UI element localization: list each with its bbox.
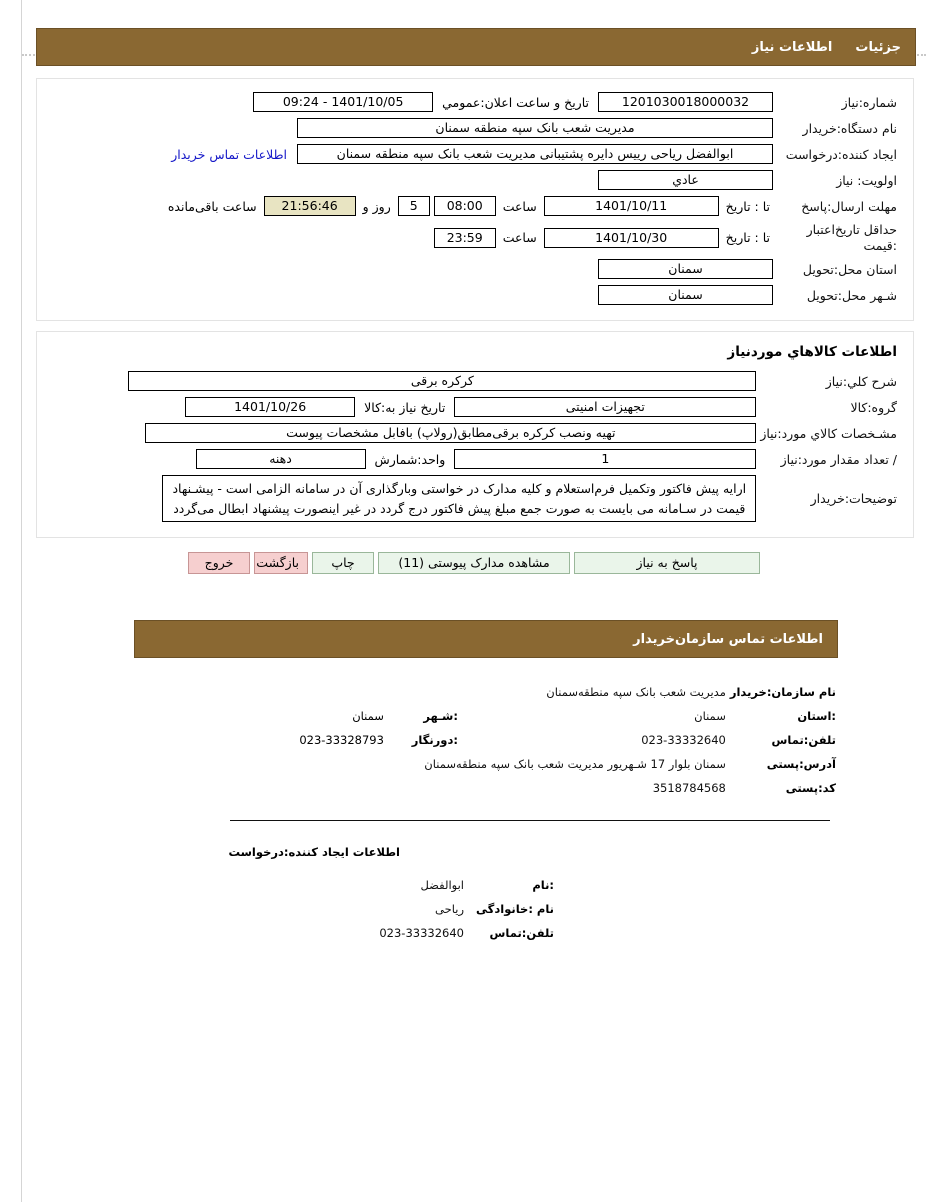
buyer-address-label: آدرس:پستی <box>766 757 836 771</box>
remaining-time-suffix: ساعت باقی‌مانده <box>167 198 257 214</box>
goods-need-date-value: 1401/10/26 <box>185 397 355 417</box>
priority-label: اولویت: نیاز <box>836 172 897 188</box>
row-creator <box>47 141 899 167</box>
print-button[interactable]: چاپ <box>312 552 374 574</box>
deadline-hour-label: ساعت <box>502 198 537 214</box>
row-province <box>47 256 899 282</box>
province-value: سمنان <box>598 259 773 279</box>
city-label: شـهر محل:تحویل <box>806 287 897 303</box>
row-deadline <box>47 193 899 219</box>
buyer-fax-value: 023-33328793 <box>299 733 384 747</box>
buyer-phone-label: تلفن:تماس <box>771 733 836 747</box>
creator-contact-table <box>377 873 556 945</box>
buyer-city-value: سمنان <box>352 709 384 723</box>
tab-details[interactable]: جزئیات <box>855 40 901 55</box>
goods-qty-value: 1 <box>454 449 756 469</box>
row-goods-group <box>47 394 899 420</box>
province-label: استان محل:تحویل <box>802 261 897 277</box>
goods-spec-label: مشـخصات كالاي مورد:نیاز <box>760 425 897 441</box>
creator-phone-value: 023-33332640 <box>379 926 464 940</box>
announce-datetime-value: 1401/10/05 - 09:24 <box>253 92 433 112</box>
answer-need-button[interactable]: پاسخ به نیاز <box>574 552 760 574</box>
row-buyer-org-name <box>118 680 838 704</box>
creator-first-name-label: :نام <box>532 878 554 892</box>
need-number-label: شماره:نیاز <box>841 94 897 110</box>
goods-summary-value: کرکره برقی <box>128 371 756 391</box>
need-details-table <box>47 89 899 308</box>
creator-label: ایجاد کننده:درخواست <box>785 146 897 162</box>
buyer-fax-label: :دورنگار <box>411 733 458 747</box>
validity-hour-value: 23:59 <box>434 228 496 248</box>
row-goods-qty <box>47 446 899 472</box>
deadline-label: مهلت ارسال:پاسخ <box>801 198 897 214</box>
buyer-org-value: مدیریت شعب بانک سپه منطقه سمنان <box>297 118 773 138</box>
deadline-to-label: تا : تاریخ <box>725 198 770 214</box>
back-button[interactable]: بازگشت <box>254 552 308 574</box>
buyer-contact-table <box>118 680 838 800</box>
row-city <box>47 282 899 308</box>
goods-spec-value: تهیه ونصب کرکره برقی‌مطابق(رولاپ) بافابل مشخصات پیوست <box>145 423 756 443</box>
buyer-postal-value: 3518784568 <box>652 781 726 795</box>
goods-desc-label: توضیحات:خریدار <box>810 491 897 507</box>
row-buyer-province-city <box>118 704 838 728</box>
priority-value: عادي <box>598 170 773 190</box>
goods-unit-value: دهنه <box>196 449 366 469</box>
goods-table <box>47 368 899 525</box>
buyer-org-name-label: نام سازمان:خریدار <box>729 685 836 699</box>
buyer-contact-section <box>22 620 926 945</box>
need-info-header-bar <box>36 28 916 66</box>
tab-need-info[interactable]: اطلاعات نیاز <box>751 40 833 55</box>
goods-group-value: تجهیزات امنیتی <box>454 397 756 417</box>
action-button-row <box>22 552 926 574</box>
row-goods-spec <box>47 420 899 446</box>
row-buyer-phone-fax <box>118 728 838 752</box>
row-validity <box>47 219 899 256</box>
remaining-days-value: 5 <box>398 196 430 216</box>
row-goods-summary <box>47 368 899 394</box>
goods-desc-value: ارایه پیش فاکتور وتکمیل فرم‌استعلام و کلیه مدارک در خواستی وبارگذاری آن در سامانه الزامی است - پیشـنهاد قیمت در سـامانه می بایست به صورت جمع مبلغ پیش فاکتور درج گردد در غیر اینصورت پیشنهاد ابطال می‌گردد <box>162 475 756 522</box>
buyer-postal-label: کد:پستی <box>785 781 836 795</box>
exit-button[interactable]: خروج <box>188 552 250 574</box>
view-attached-documents-button[interactable]: مشاهده مدارک پیوستی (11) <box>378 552 570 574</box>
creator-contact-body <box>22 873 926 945</box>
goods-summary-label: شرح كلي:نیاز <box>825 373 897 389</box>
row-need-number <box>47 89 899 115</box>
countdown-timer: 21:56:46 <box>264 196 356 216</box>
buyer-org-name-value: مدیریت شعب بانک سپه منطقه‌سمنان <box>546 685 726 699</box>
row-buyer-address <box>118 752 838 776</box>
creator-last-name-value: ریاحی <box>435 902 464 916</box>
validity-to-label: تا : تاریخ <box>725 230 770 246</box>
row-creator-first-name <box>377 873 556 897</box>
goods-group-label: گروه:کالا <box>850 399 897 415</box>
goods-section-title: اطلاعات کالاهاي موردنیاز <box>727 344 897 361</box>
goods-qty-label: / تعداد مقدار مورد:نیاز <box>780 451 897 467</box>
need-details-panel <box>36 78 914 321</box>
goods-need-date-label: تاریخ نیاز به:کالا <box>364 399 446 415</box>
creator-phone-label: تلفن:تماس <box>489 926 554 940</box>
buyer-contact-link[interactable]: اطلاعات تماس خریدار <box>171 146 288 162</box>
row-creator-last-name <box>377 897 556 921</box>
buyer-contact-body <box>22 680 926 800</box>
creator-first-name-value: ابوالفضل <box>420 878 464 892</box>
city-value: سمنان <box>598 285 773 305</box>
deadline-date-value: 1401/10/11 <box>544 196 719 216</box>
buyer-province-value: سمنان <box>694 709 726 723</box>
buyer-city-label: :شـهر <box>423 709 458 723</box>
validity-label: حداقل تاریخ‌اعتبار :قیمت <box>806 222 897 253</box>
buyer-contact-header-bar: اطلاعات تماس سازمان‌خریدار <box>134 620 838 658</box>
row-creator-phone <box>377 921 556 945</box>
buyer-province-label: :استان <box>797 709 836 723</box>
goods-unit-label: واحد:شمارش <box>374 451 446 467</box>
remaining-days-label: روز و <box>362 198 391 214</box>
buyer-address-value: سمنان بلوار 17 شـهریور مدیریت شعب بانک سپه منطقه‌سمنان <box>424 757 726 771</box>
row-buyer-postal <box>118 776 838 800</box>
validity-date-value: 1401/10/30 <box>544 228 719 248</box>
row-goods-desc <box>47 472 899 525</box>
goods-panel <box>36 331 914 538</box>
creator-contact-title: اطلاعات ایجاد کننده:درخواست <box>228 845 400 859</box>
announce-label: تاریخ و ساعت اعلان:عمومي <box>442 94 590 110</box>
page-content <box>22 0 926 1202</box>
validity-hour-label: ساعت <box>502 230 537 246</box>
need-number-value: 1201030018000032 <box>598 92 773 112</box>
row-buyer-org <box>47 115 899 141</box>
deadline-hour-value: 08:00 <box>434 196 496 216</box>
buyer-org-label: نام دستگاه:خریدار <box>802 120 897 136</box>
buyer-phone-value: 023-33332640 <box>641 733 726 747</box>
row-priority <box>47 167 899 193</box>
creator-value: ابوالفضل ریاحی رییس دایره پشتیبانی مدیریت شعب بانک سپه منطقه سمنان <box>297 144 773 164</box>
creator-last-name-label: نام :خانوادگی <box>476 902 554 916</box>
contact-section-divider <box>230 820 830 821</box>
